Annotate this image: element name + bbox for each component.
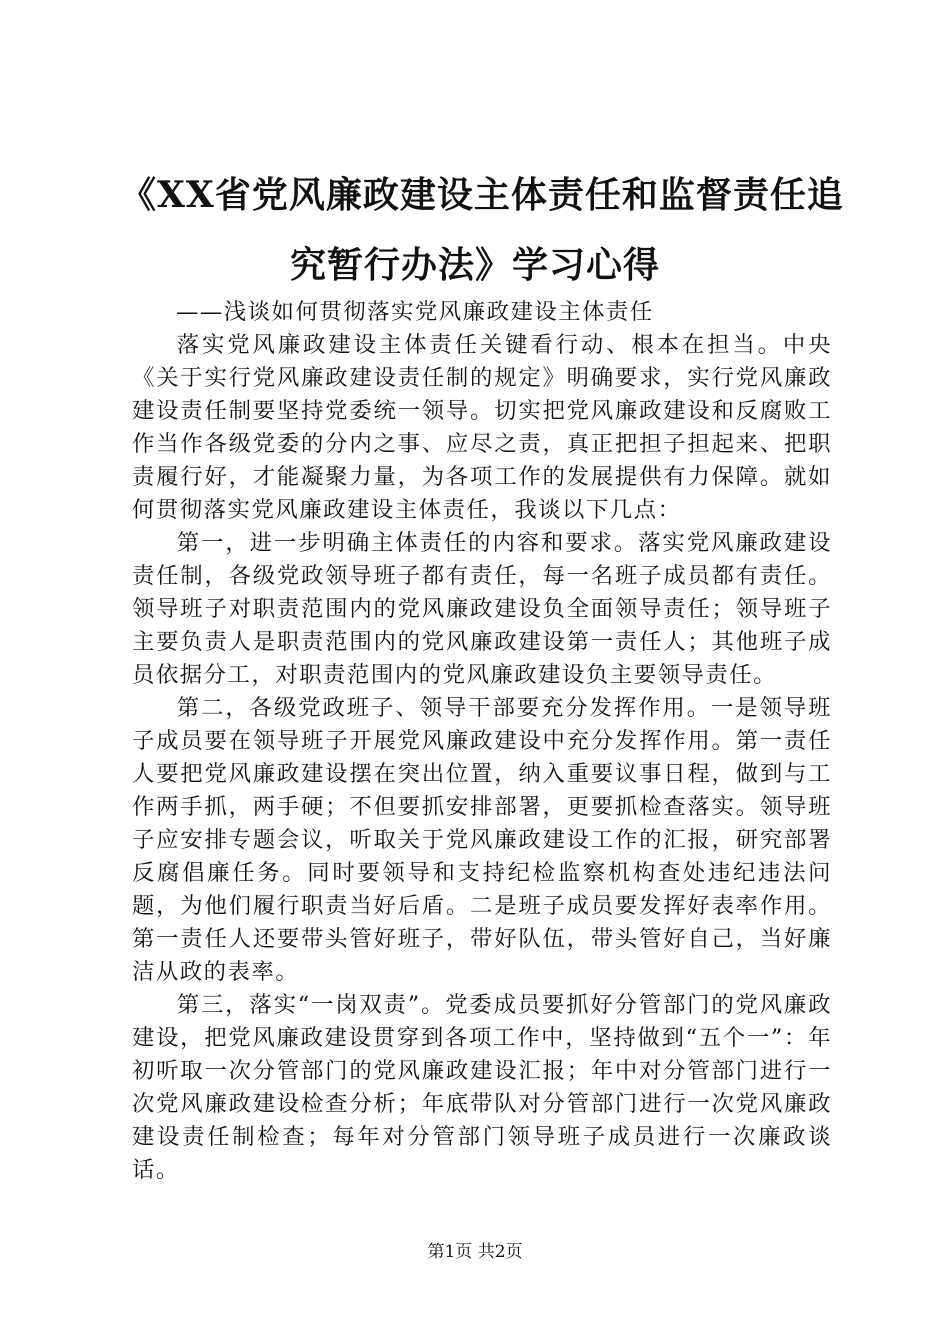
title-line-2: 究暂行办法》学习心得 [289,244,660,286]
paragraph-first-point: 第一，进一步明确主体责任的内容和要求。落实党风廉政建设责任制，各级党政领导班子都有责任，每一名班子成员都有责任。领导班子对职责范围内的党风廉政建设负全面领导责任；领导班子主要负责人是职责范围内的党风廉政建设第一责任人；其他班子成员依据分工，对职责范围内的党风廉政建设负主要领导责任。 [132,530,832,688]
document-title [120,160,844,300]
document-subtitle: ——浅谈如何贯彻落实党风廉政建设主体责任 [176,299,654,325]
document-body [132,296,832,1187]
title-line-1: 《XX省党风廉政建设主体责任和监督责任追 [120,174,844,216]
page-footer [0,1240,950,1264]
paragraph-third-point: 第三，落实“一岗双责”。党委成员要抓好分管部门的党风廉政建设，把党风廉政建设贯穿到各项工作中，坚持做到“五个一”：年初听取一次分管部门的党风廉政建设汇报；年中对分管部门进行一次党风廉政建设检查分析；年底带队对分管部门进行一次党风廉政建设责任制检查；每年对分管部门领导班子成员进行一次廉政谈话。 [132,992,832,1183]
paragraph-second-point: 第二，各级党政班子、领导干部要充分发挥作用。一是领导班子成员要在领导班子开展党风廉政建设中充分发挥作用。第一责任人要把党风廉政建设摆在突出位置，纳入重要议事日程，做到与工作两手抓，两手硬；不但要抓安排部署，更要抓检查落实。领导班子应安排专题会议，听取关于党风廉政建设工作的汇报，研究部署反腐倡廉任务。同时要领导和支持纪检监察机构查处违纪违法问题，为他们履行职责当好后盾。二是班子成员要发挥好表率作用。第一责任人还要带头管好班子，带好队伍，带头管好自己，当好廉洁从政的表率。 [132,695,832,985]
page-number: 第1页 共2页 [427,1242,523,1262]
paragraph-intro: 落实党风廉政建设主体责任关键看行动、根本在担当。中央《关于实行党风廉政建设责任制的规定》明确要求，实行党风廉政建设责任制要坚持党委统一领导。切实把党风廉政建设和反腐败工作当作各级党委的分内之事、应尽之责，真正把担子担起来、把职责履行好，才能凝聚力量，为各项工作的发展提供有力保障。就如何贯彻落实党风廉政建设主体责任，我谈以下几点： [132,332,832,523]
